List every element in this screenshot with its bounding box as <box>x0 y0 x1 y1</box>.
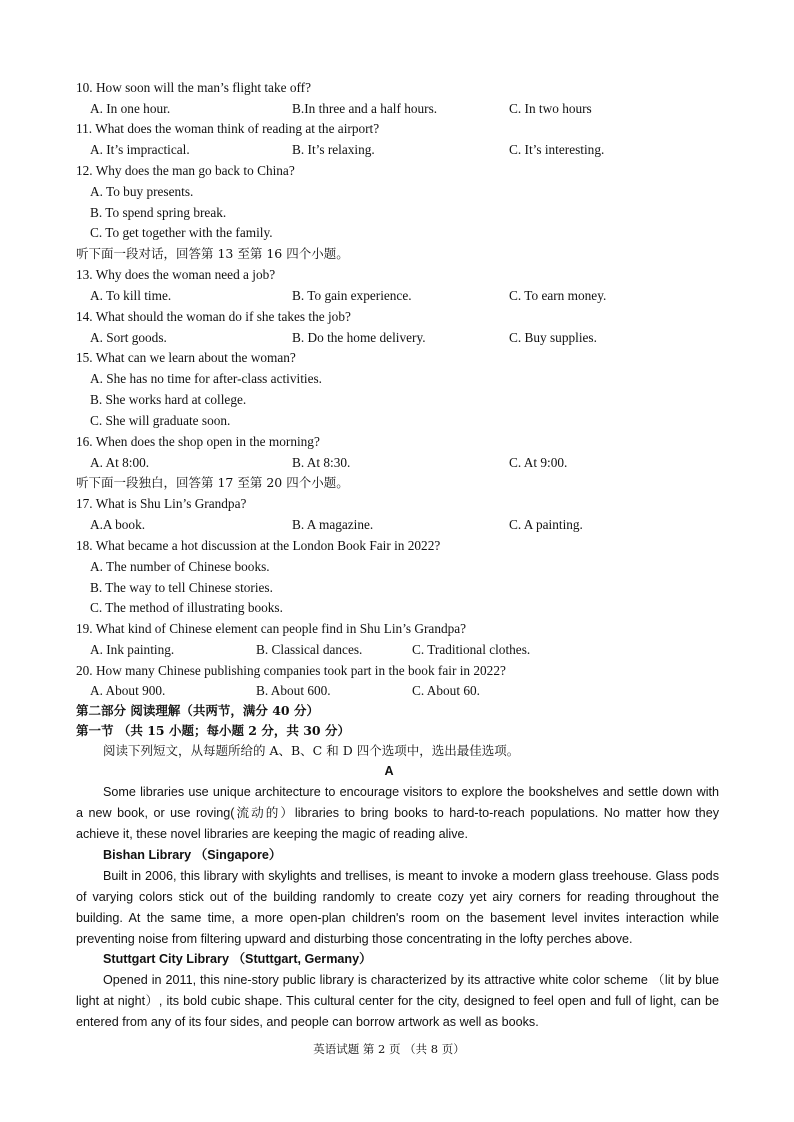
option-c: C. At 9:00. <box>509 455 568 470</box>
option-c: C. Traditional clothes. <box>412 642 531 657</box>
option-b: B. The way to tell Chinese stories. <box>90 580 273 595</box>
stuttgart-heading: Stuttgart City Library （Stuttgart, Germany） <box>103 952 372 966</box>
question-13: 13. Why does the woman need a job? <box>76 267 276 282</box>
option-b: B. Classical dances. <box>256 642 363 657</box>
instruction-monologue: 听下面一段独白，回答第 17 至第 20 四个小题。 <box>76 475 349 490</box>
option-c: C. To earn money. <box>509 288 607 303</box>
option-b: B. It’s relaxing. <box>292 142 375 157</box>
question-18: 18. What became a hot discussion at the London Book Fair in 2022? <box>76 538 441 553</box>
option-c: C. About 60. <box>412 683 480 698</box>
question-20: 20. How many Chinese publishing companies took part in the book fair in 2022? <box>76 663 506 678</box>
stuttgart-text: Opened in 2011, this nine-story public library is characterized by its attractive white color scheme （lit by blue light at night）, its bold cubic shape. This cultural center for the city, designed to feel open and full of light, can be entered from any of its four sides, and people can borrow artwork as well as books. <box>76 973 719 1029</box>
passage-letter: A <box>384 764 394 778</box>
option-c: C. The method of illustrating books. <box>90 600 283 615</box>
option-a: A. It’s impractical. <box>90 142 190 157</box>
option-a: A.A book. <box>90 517 146 532</box>
option-c: C. To get together with the family. <box>90 225 273 240</box>
option-a: A. Sort goods. <box>90 330 167 345</box>
question-17: 17. What is Shu Lin’s Grandpa? <box>76 496 247 511</box>
reading-directions: 阅读下列短文，从每题所给的 A、B、C 和 D 四个选项中，选出最佳选项。 <box>103 743 520 758</box>
option-a: A. To buy presents. <box>90 184 194 199</box>
instruction-dialog: 听下面一段对话，回答第 13 至第 16 四个小题。 <box>76 246 349 261</box>
option-c: C. A painting. <box>509 517 583 532</box>
option-a: A. To kill time. <box>90 288 172 303</box>
question-19: 19. What kind of Chinese element can people find in Shu Lin’s Grandpa? <box>76 621 467 636</box>
page-footer: 英语试题 第 2 页 （共 8 页） <box>313 1042 465 1056</box>
bishan-text: Built in 2006, this library with skylights and trellises, is meant to invoke a modern glass treehouse. Glass pods of varying colors stick out of the building randomly to create cozy yet airy corners for reading throughout the building. At the same time, a more open-plan children's room on the basement level invites interaction while preventing noise from filtering upward and disturbing those concentrating in the lofty perches above. <box>76 869 719 946</box>
option-b: B. About 600. <box>256 683 331 698</box>
option-a: A. She has no time for after-class activities. <box>90 371 322 386</box>
passage-intro: Some libraries use unique architecture to encourage visitors to explore the bookshelves and settle down with a new book, or use roving(流动的）libraries to bring books to hard-to-reach populations. No matter how they achieve it, these novel libraries are keeping the magic of reading alive. <box>76 785 719 841</box>
option-c: C. It’s interesting. <box>509 142 605 157</box>
option-a: A. At 8:00. <box>90 455 150 470</box>
option-b: B. She works hard at college. <box>90 392 247 407</box>
question-14: 14. What should the woman do if she takes the job? <box>76 309 351 324</box>
option-b: B. A magazine. <box>292 517 374 532</box>
option-a: A. Ink painting. <box>90 642 175 657</box>
question-15: 15. What can we learn about the woman? <box>76 350 296 365</box>
option-b: B.In three and a half hours. <box>292 101 438 116</box>
question-10: 10. How soon will the man’s flight take off? <box>76 80 312 95</box>
question-11: 11. What does the woman think of reading at the airport? <box>76 121 380 136</box>
option-a: A. The number of Chinese books. <box>90 559 270 574</box>
bishan-heading: Bishan Library （Singapore） <box>103 848 282 862</box>
option-c: C. She will graduate soon. <box>90 413 231 428</box>
option-b: B. At 8:30. <box>292 455 351 470</box>
question-12: 12. Why does the man go back to China? <box>76 163 295 178</box>
question-16: 16. When does the shop open in the morning? <box>76 434 320 449</box>
option-b: B. Do the home delivery. <box>292 330 426 345</box>
option-c: C. In two hours <box>509 101 592 116</box>
part2-title: 第二部分 阅读理解（共两节，满分 40 分） <box>76 703 319 718</box>
option-a: A. About 900. <box>90 683 166 698</box>
option-a: A. In one hour. <box>90 101 171 116</box>
option-b: B. To spend spring break. <box>90 205 227 220</box>
option-c: C. Buy supplies. <box>509 330 597 345</box>
section1-title: 第一节 （共 15 小题；每小题 2 分，共 30 分） <box>76 723 350 738</box>
option-b: B. To gain experience. <box>292 288 412 303</box>
